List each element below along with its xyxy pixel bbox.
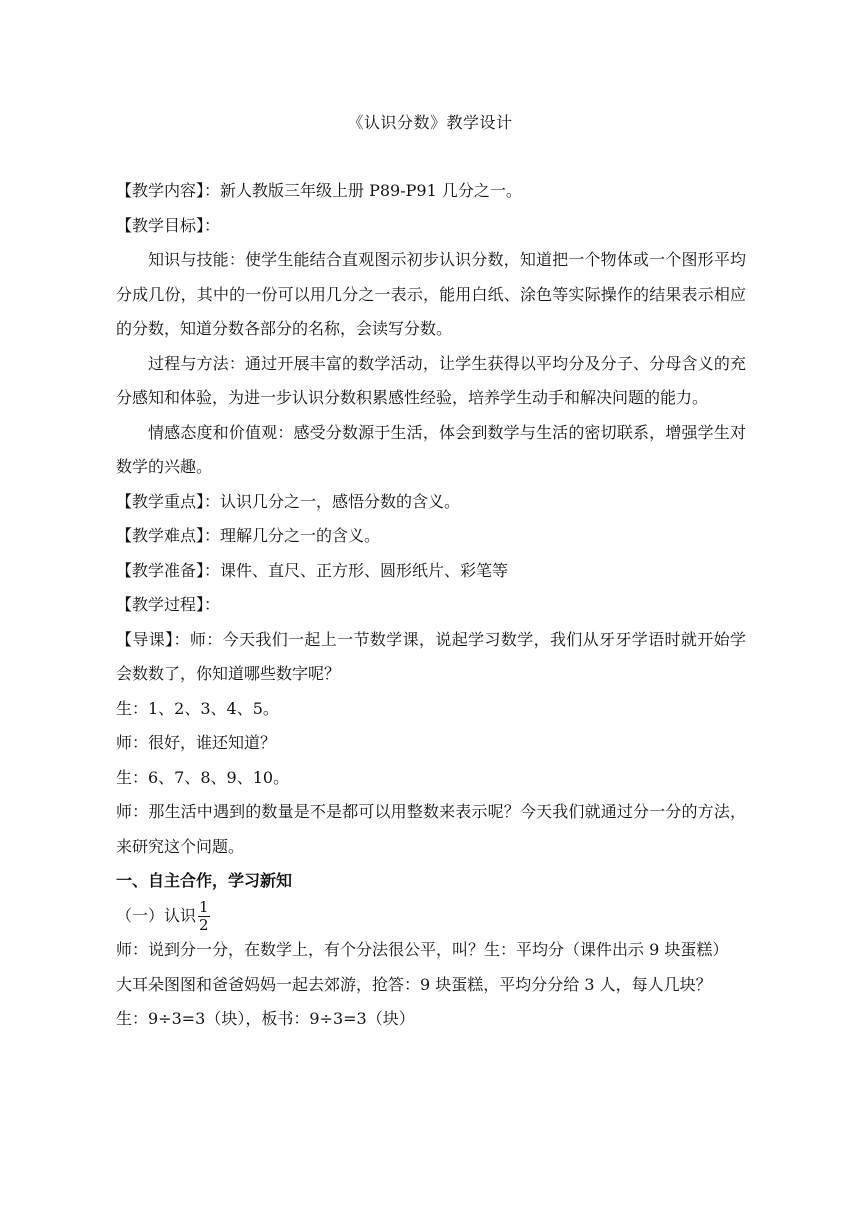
teaching-prep-paragraph: [116, 554, 746, 589]
subsection-heading: [116, 899, 746, 934]
document-title: 《认识分数》教学设计: [347, 113, 513, 132]
intro-paragraph: [116, 623, 746, 692]
teaching-difficulty-label: 【教学难点】: [116, 526, 205, 545]
teaching-process-label: 【教学过程】: [116, 595, 205, 614]
teaching-content-label: 【教学内容】: [116, 181, 205, 200]
dialogue-line: 生：6、7、8、9、10。: [116, 767, 290, 787]
goal-knowledge-paragraph: 知识与技能：使学生能结合直观图示初步认识分数，知道把一个物体或一个图形平均分成几份，其中的一份可以用几分之一表示，能用白纸、涂色等实际操作的结果表示相应的分数，知道分数各部分的名称，会读写分数。: [116, 250, 746, 338]
dialogue-line: 生：9÷3=3（块），板书：9÷3=3（块）: [116, 1009, 415, 1028]
teaching-prep-label: 【教学准备】: [116, 560, 205, 580]
teaching-content-paragraph: [116, 174, 746, 209]
teaching-goals-heading: [116, 209, 746, 244]
teaching-goals-colon: ：: [204, 215, 221, 235]
dialogue-line: 师：那生活中遇到的数量是不是都可以用整数来表示呢？今天我们就通过分一分的方法，来研究这个问题。: [116, 802, 746, 856]
intro-text: ：师：今天我们一起上一节数学课，说起学习数学，我们从牙牙学语时就开始学会数数了，你知道哪些数字呢？: [116, 629, 746, 683]
section-heading: 一、自主合作，学习新知: [116, 871, 293, 890]
teaching-process-heading: [116, 588, 746, 623]
teaching-prep-text: ：课件、直尺、正方形、圆形纸片、彩笔等: [204, 560, 509, 580]
fraction-one-half: [198, 897, 210, 934]
teaching-difficulty-paragraph: [116, 519, 746, 554]
dialogue-line: 生：1、2、3、4、5。: [116, 698, 279, 718]
dialogue-line: 师：很好，谁还知道？: [116, 733, 277, 752]
teaching-key-label: 【教学重点】: [116, 491, 205, 511]
teaching-goals-label: 【教学目标】: [116, 215, 205, 235]
teaching-key-paragraph: [116, 485, 746, 520]
story-line: 大耳朵图图和爸爸妈妈一起去郊游，抢答：9 块蛋糕，平均分分给 3 人，每人几块？: [116, 974, 712, 994]
fraction-numerator: 1: [199, 897, 209, 916]
teaching-key-text: ：认识几分之一，感悟分数的含义。: [204, 491, 461, 511]
fraction-denominator: 2: [199, 915, 209, 934]
dialogue-line: 师：说到分一分，在数学上，有个分法很公平，叫？生：平均分（课件出示 9 块蛋糕）: [116, 940, 729, 959]
document-body: [116, 174, 746, 1037]
teaching-difficulty-text: ：理解几分之一的含义。: [204, 526, 381, 545]
goal-emotion-paragraph: 情感态度和价值观：感受分数源于生活，体会到数学与生活的密切联系，增强学生对数学的兴趣。: [116, 422, 746, 476]
teaching-content-text: ：新人教版三年级上册 P89-P91 几分之一。: [204, 181, 522, 200]
teaching-process-colon: ：: [204, 595, 221, 614]
intro-label: 【导课】: [116, 629, 174, 649]
subsection-prefix: （一）认识: [116, 905, 197, 925]
goal-process-paragraph: 过程与方法：通过开展丰富的数学活动，让学生获得以平均分及分子、分母含义的充分感知和体验，为进一步认识分数积累感性经验，培养学生动手和解决问题的能力。: [116, 353, 746, 407]
